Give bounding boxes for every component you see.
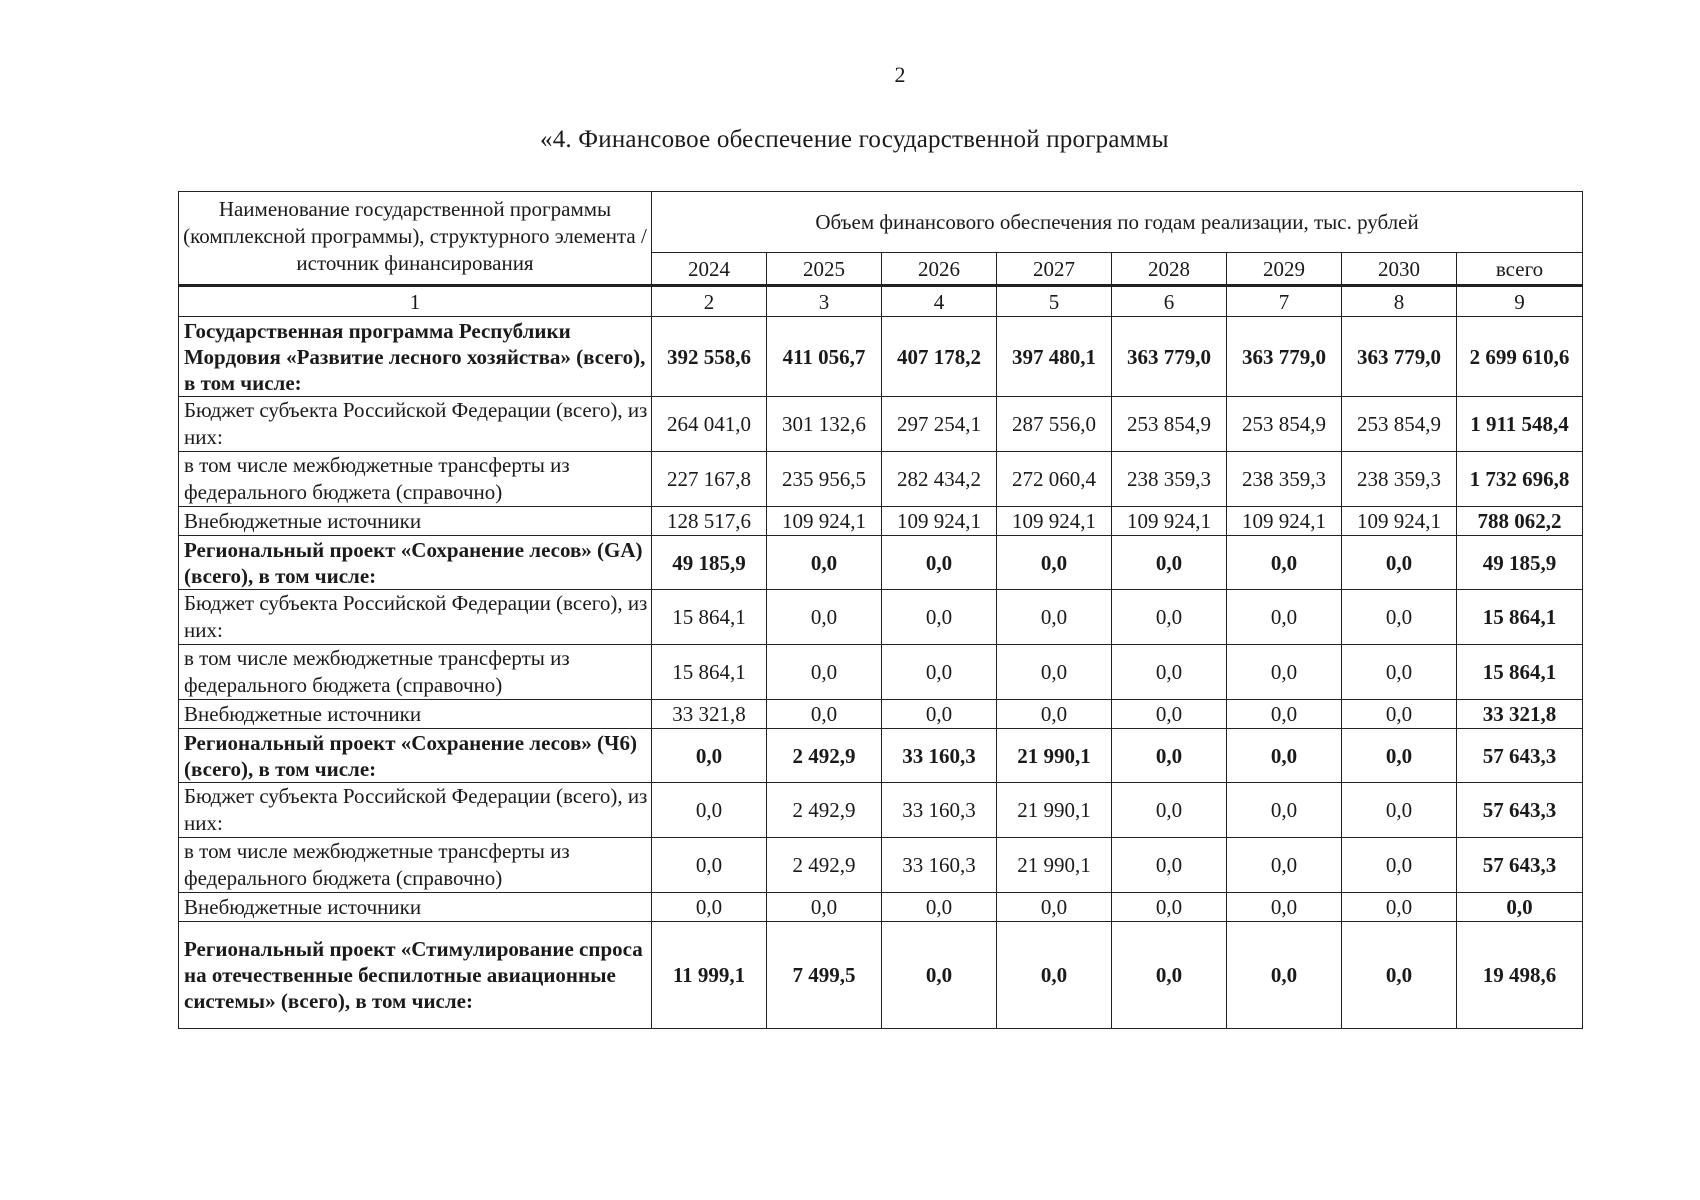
year-value: 21 990,1: [997, 783, 1112, 838]
year-value: 2 492,9: [767, 729, 882, 783]
year-value: 15 864,1: [652, 590, 767, 645]
total-value: 1 911 548,4: [1457, 397, 1583, 452]
source-row: [179, 507, 1583, 536]
program-row: [179, 536, 1583, 590]
year-value: 238 359,3: [1227, 452, 1342, 507]
row-name: Бюджет субъекта Российской Федерации (всего), из них:: [179, 397, 652, 452]
year-value: 109 924,1: [1112, 507, 1227, 536]
year-value: 0,0: [1227, 645, 1342, 700]
table-body: [179, 317, 1583, 1029]
total-value: 33 321,8: [1457, 700, 1583, 729]
year-value: 0,0: [997, 590, 1112, 645]
year-value: 0,0: [1342, 645, 1457, 700]
row-name: Региональный проект «Сохранение лесов» (GA) (всего), в том числе:: [179, 536, 652, 590]
year-value: 0,0: [1112, 536, 1227, 590]
year-value: 392 558,6: [652, 317, 767, 397]
year-value: 0,0: [652, 893, 767, 922]
row-name: в том числе межбюджетные трансферты из федерального бюджета (справочно): [179, 452, 652, 507]
year-value: 363 779,0: [1112, 317, 1227, 397]
source-row: [179, 838, 1583, 893]
year-value: 0,0: [1112, 645, 1227, 700]
year-value: 0,0: [767, 536, 882, 590]
total-value: 57 643,3: [1457, 729, 1583, 783]
source-row: [179, 590, 1583, 645]
program-row: [179, 317, 1583, 397]
total-value: 788 062,2: [1457, 507, 1583, 536]
year-value: 287 556,0: [997, 397, 1112, 452]
year-header: 2028: [1112, 253, 1227, 286]
year-value: 49 185,9: [652, 536, 767, 590]
year-value: 0,0: [1112, 783, 1227, 838]
row-name: Региональный проект «Стимулирование спроса на отечественные беспилотные авиационные системы» (всего), в том числе:: [179, 922, 652, 1029]
year-value: 33 160,3: [882, 838, 997, 893]
row-name: Бюджет субъекта Российской Федерации (всего), из них:: [179, 783, 652, 838]
year-value: 2 492,9: [767, 783, 882, 838]
year-value: 0,0: [882, 922, 997, 1029]
year-value: 0,0: [767, 893, 882, 922]
year-value: 0,0: [1227, 893, 1342, 922]
column-index: 4: [882, 286, 997, 317]
column-index: 2: [652, 286, 767, 317]
year-value: 363 779,0: [1227, 317, 1342, 397]
total-value: 0,0: [1457, 893, 1583, 922]
year-value: 11 999,1: [652, 922, 767, 1029]
total-value: 15 864,1: [1457, 590, 1583, 645]
row-name: Внебюджетные источники: [179, 893, 652, 922]
column-index: 1: [179, 286, 652, 317]
year-value: 0,0: [1227, 700, 1342, 729]
total-value: 2 699 610,6: [1457, 317, 1583, 397]
year-header: 2026: [882, 253, 997, 286]
year-value: 0,0: [1227, 838, 1342, 893]
year-value: 363 779,0: [1342, 317, 1457, 397]
row-name: Региональный проект «Сохранение лесов» (Ч6) (всего), в том числе:: [179, 729, 652, 783]
year-header: 2029: [1227, 253, 1342, 286]
year-value: 0,0: [1342, 729, 1457, 783]
year-value: 109 924,1: [1227, 507, 1342, 536]
source-row: [179, 783, 1583, 838]
header-volume-cell: Объем финансового обеспечения по годам реализации, тыс. рублей: [652, 192, 1583, 253]
year-value: 407 178,2: [882, 317, 997, 397]
year-value: 411 056,7: [767, 317, 882, 397]
row-name: Государственная программа Республики Мордовия «Развитие лесного хозяйства» (всего), в том числе:: [179, 317, 652, 397]
row-name: Бюджет субъекта Российской Федерации (всего), из них:: [179, 590, 652, 645]
total-value: 15 864,1: [1457, 645, 1583, 700]
total-header: всего: [1457, 253, 1583, 286]
year-value: 297 254,1: [882, 397, 997, 452]
year-value: 109 924,1: [882, 507, 997, 536]
year-value: 253 854,9: [1342, 397, 1457, 452]
year-value: 0,0: [1342, 700, 1457, 729]
year-value: 0,0: [652, 729, 767, 783]
year-value: 0,0: [767, 590, 882, 645]
year-value: 0,0: [997, 645, 1112, 700]
year-value: 109 924,1: [767, 507, 882, 536]
year-header: 2024: [652, 253, 767, 286]
year-value: 0,0: [1227, 536, 1342, 590]
year-value: 0,0: [1112, 893, 1227, 922]
column-index: 5: [997, 286, 1112, 317]
year-header: 2025: [767, 253, 882, 286]
year-value: 0,0: [1227, 922, 1342, 1029]
year-value: 0,0: [1342, 893, 1457, 922]
row-name: в том числе межбюджетные трансферты из федерального бюджета (справочно): [179, 838, 652, 893]
section-title: «4. Финансовое обеспечение государственной программы: [540, 126, 1169, 153]
year-value: 21 990,1: [997, 729, 1112, 783]
year-value: 7 499,5: [767, 922, 882, 1029]
year-value: 33 160,3: [882, 729, 997, 783]
year-value: 0,0: [997, 700, 1112, 729]
year-value: 301 132,6: [767, 397, 882, 452]
year-value: 0,0: [997, 922, 1112, 1029]
program-row: [179, 729, 1583, 783]
year-value: 128 517,6: [652, 507, 767, 536]
source-row: [179, 893, 1583, 922]
header-name-cell: Наименование государственной программы (комплексной программы), структурного элемента / источник финансирования: [179, 192, 652, 286]
column-index: 3: [767, 286, 882, 317]
year-value: 0,0: [1342, 783, 1457, 838]
year-value: 21 990,1: [997, 838, 1112, 893]
year-value: 109 924,1: [997, 507, 1112, 536]
year-value: 238 359,3: [1342, 452, 1457, 507]
year-value: 264 041,0: [652, 397, 767, 452]
year-value: 0,0: [1112, 590, 1227, 645]
year-value: 0,0: [882, 893, 997, 922]
year-value: 0,0: [1112, 700, 1227, 729]
year-value: 272 060,4: [997, 452, 1112, 507]
year-value: 109 924,1: [1342, 507, 1457, 536]
year-value: 0,0: [1227, 590, 1342, 645]
year-value: 0,0: [882, 645, 997, 700]
year-value: 397 480,1: [997, 317, 1112, 397]
source-row: [179, 700, 1583, 729]
year-value: 253 854,9: [1112, 397, 1227, 452]
column-index: 9: [1457, 286, 1583, 317]
year-value: 0,0: [1112, 922, 1227, 1029]
year-value: 0,0: [997, 536, 1112, 590]
year-header: 2030: [1342, 253, 1457, 286]
header-row-1: [179, 192, 1583, 253]
financing-table: [178, 191, 1583, 1029]
year-value: 0,0: [1342, 536, 1457, 590]
year-value: 15 864,1: [652, 645, 767, 700]
column-index: 8: [1342, 286, 1457, 317]
year-value: 0,0: [1227, 783, 1342, 838]
total-value: 57 643,3: [1457, 838, 1583, 893]
total-value: 57 643,3: [1457, 783, 1583, 838]
year-value: 0,0: [1227, 729, 1342, 783]
year-value: 0,0: [1342, 838, 1457, 893]
year-value: 0,0: [882, 536, 997, 590]
year-value: 0,0: [767, 645, 882, 700]
year-value: 235 956,5: [767, 452, 882, 507]
column-index: 6: [1112, 286, 1227, 317]
year-value: 0,0: [882, 700, 997, 729]
year-value: 227 167,8: [652, 452, 767, 507]
year-value: 282 434,2: [882, 452, 997, 507]
row-name: Внебюджетные источники: [179, 507, 652, 536]
year-value: 0,0: [1342, 590, 1457, 645]
year-value: 0,0: [652, 838, 767, 893]
column-index: 7: [1227, 286, 1342, 317]
column-index-row: [179, 286, 1583, 317]
row-name: в том числе межбюджетные трансферты из федерального бюджета (справочно): [179, 645, 652, 700]
year-value: 2 492,9: [767, 838, 882, 893]
source-row: [179, 397, 1583, 452]
year-value: 253 854,9: [1227, 397, 1342, 452]
year-value: 33 321,8: [652, 700, 767, 729]
source-row: [179, 452, 1583, 507]
year-value: 0,0: [882, 590, 997, 645]
year-value: 0,0: [1112, 838, 1227, 893]
row-name: Внебюджетные источники: [179, 700, 652, 729]
year-value: 0,0: [1112, 729, 1227, 783]
year-value: 238 359,3: [1112, 452, 1227, 507]
year-value: 0,0: [652, 783, 767, 838]
year-value: 0,0: [767, 700, 882, 729]
year-value: 33 160,3: [882, 783, 997, 838]
year-value: 0,0: [997, 893, 1112, 922]
total-value: 1 732 696,8: [1457, 452, 1583, 507]
program-row: [179, 922, 1583, 1029]
source-row: [179, 645, 1583, 700]
total-value: 19 498,6: [1457, 922, 1583, 1029]
year-header: 2027: [997, 253, 1112, 286]
total-value: 49 185,9: [1457, 536, 1583, 590]
page-number: 2: [894, 62, 906, 87]
year-value: 0,0: [1342, 922, 1457, 1029]
